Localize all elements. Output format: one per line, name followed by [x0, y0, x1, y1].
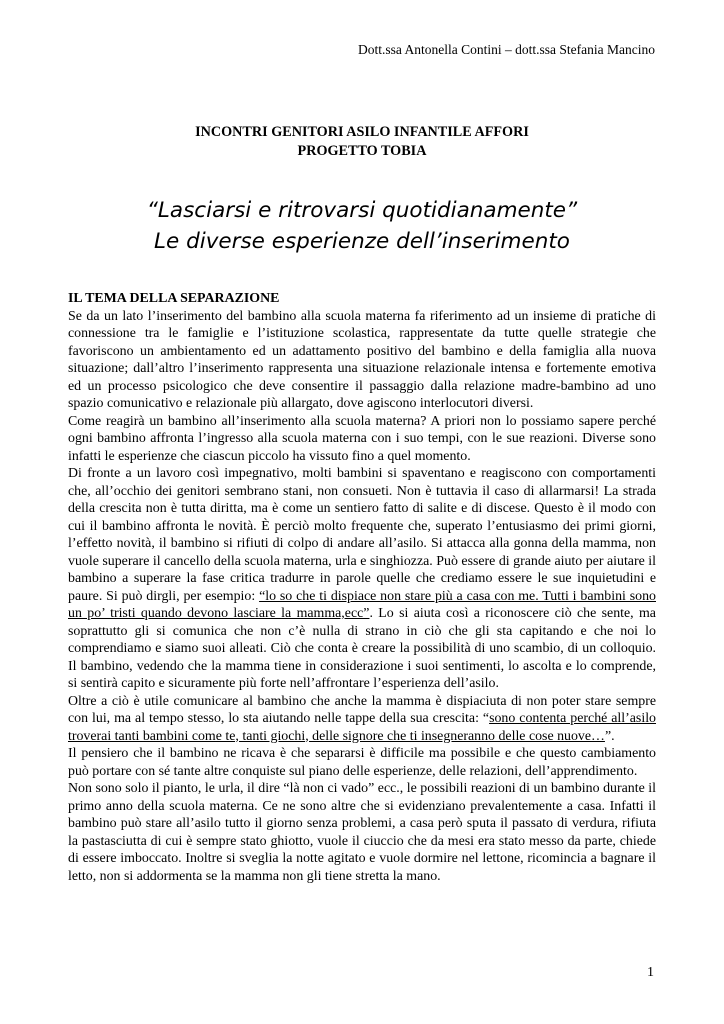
paragraph-5: Il pensiero che il bambino ne ricava è che separarsi è difficile ma possibile e che questo cambiamento può portare con sé tante altre conquiste sul piano delle esperienze, delle relazioni, dell’apprendimento.: [68, 746, 656, 779]
document-title-line-2: PROGETTO TOBIA: [297, 143, 427, 159]
paragraph-4-quote: sono contenta perché all’asilo troverai tanti bambini come te, tanti giochi, delle signore che ti insegneranno delle cose nuove…: [68, 711, 657, 744]
document-subtitle-line-2: Le diverse esperienze dell’inserimento: [154, 229, 570, 254]
document-title-block: [68, 123, 656, 161]
paragraph-4-text-a: Oltre a ciò è utile comunicare al bambino che anche la mamma è dispiaciuta di non poter stare sempre con lui, ma al tempo stesso, lo sta aiutando nelle tappe della sua crescita: “: [68, 693, 656, 726]
paragraph-2: Come reagirà un bambino all’inserimento alla scuola materna? A priori non lo possiamo sapere perché ogni bambino affronta l’ingresso alla scuola materna con i suo tempi, con le sue reazioni. Diverse sono infatti le esperienze che ciascun piccolo ha vissuto fino a quel momento.: [68, 413, 656, 464]
document-subtitle-line-1: “Lasciarsi e ritrovarsi quotidianamente”: [146, 198, 578, 223]
paragraph-3: [68, 465, 656, 693]
paragraph-6: Non sono solo il pianto, le urla, il dire “là non ci vado” ecc., le possibili reazioni di un bambino durante il primo anno della scuola materna. Ce ne sono altre che si evidenziano prevalentemente a casa. Infatti il bambino può stare all’asilo tutto il giorno senza problemi, a casa però sputa il passato di verdura, rifiuta la pastasciutta di cui è sempre stato ghiotto, vuole il ciuccio che da mesi era stato messo da parte, chiede di essere imboccato. Inoltre si sveglia la notte agitato e vuole dormire nel lettone, ricomincia a bagnare il letto, non si addormenta se la mamma non gli tiene stretta la mano.: [68, 781, 656, 884]
page-number: 1: [647, 965, 654, 980]
document-body: [68, 290, 656, 885]
paragraph-3-text-a: Di fronte a un lavoro così impegnativo, molti bambini si spaventano e reagiscono con comportamenti che, all’occhio dei genitori sembrano stani, non consueti. Non è tuttavia il caso di allarmarsi! La strada della crescita non è tutta diritta, ma è come un sentiero fatto di salite e di discese. Questo è il modo con cui il bambino affronta le novità. È perciò molto frequente che, superato l’entusiasmo dei primi giorni, l’effetto novità, il bambino si rifiuti di colpo di andare all’asilo. Si attacca alla gonna della mamma, non vuole superare il cancello della scuola materna, urla e singhiozza. Può essere di grande aiuto per aiutare il bambino a superare la fase critica tradurre in parole quelle che crediamo essere le sue inquietudini e paure. Si può dirgli, per esempio:: [68, 466, 656, 604]
paragraph-4: [68, 693, 656, 746]
paragraph-3-text-b: . Lo si aiuta così a riconoscere ciò che sente, ma soprattutto gli si comunica che non c’è nulla di strano in ciò che gli sta capitando e che noi lo comprendiamo e siamo suoi alleati. Ciò che conta è creare la possibilità di uno scambio, di un colloquio. Il bambino, vedendo che la mamma tiene in considerazione i suoi sentimenti, lo ascolta e lo comprende, si sentirà capito e sicuramente più forte nell’affrontare l’esperienza dell’asilo.: [68, 606, 656, 691]
section-heading: IL TEMA DELLA SEPARAZIONE: [68, 291, 280, 306]
paragraph-4-text-b: ”.: [604, 728, 615, 744]
document-title-line-1: INCONTRI GENITORI ASILO INFANTILE AFFORI: [195, 124, 529, 140]
document-subtitle-block: [60, 195, 664, 257]
paragraph-1: Se da un lato l’inserimento del bambino alla scuola materna fa riferimento ad un insieme di pratiche di connessione tra le famiglie e l’istituzione scolastica, rappresentate da tutte quelle strategie che favoriscono un ambientamento ed un adattamento positivo del bambino e della famiglia alla nuova situazione; dall’altro l’inserimento rappresenta una situazione relazionale intensa e fortemente emotiva ed un processo psicologico che deve consentire il passaggio dalla relazione madre-bambino ad uno spazio comunicativo e relazionale più allargato, dove agiscono interlocutori diversi.: [68, 308, 656, 411]
paragraph-3-quote: “lo so che ti dispiace non stare più a casa con me. Tutti i bambini sono un po’ tristi quando devono lasciare la mamma,ecc”: [68, 588, 656, 621]
page-header-authors: Dott.ssa Antonella Contini – dott.ssa Stefania Mancino: [358, 42, 655, 57]
